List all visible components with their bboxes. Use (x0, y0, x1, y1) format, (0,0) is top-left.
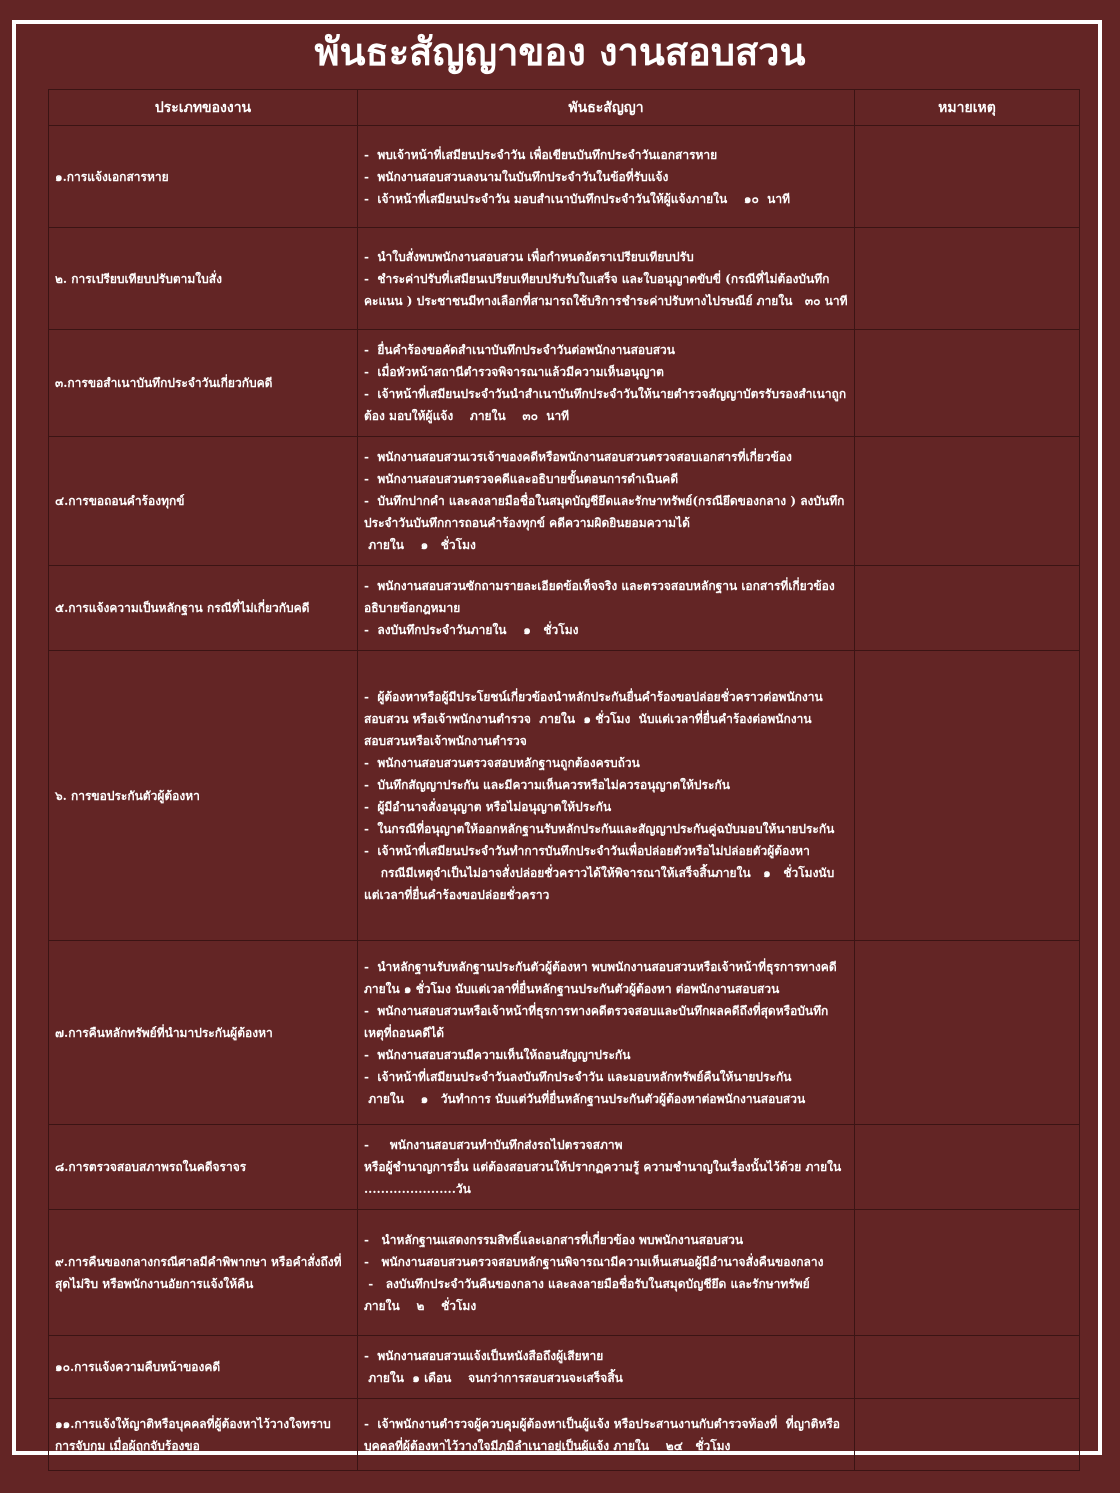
commitment-cell (358, 941, 855, 1125)
remark-cell (855, 1210, 1080, 1336)
service-type-cell: ๙.การคืนของกลางกรณีศาลมีคำพิพากษา หรือคำสั่งถึงที่สุดไม่ริบ หรือพนักงานอัยการแจ้งให้คืน (49, 1210, 358, 1336)
commitment-line: - พนักงานสอบสวนตรวจคดีและอธิบายขั้นตอนการดำเนินคดี (364, 472, 679, 486)
service-type-cell: ๕.การแจ้งความเป็นหลักฐาน กรณีที่ไม่เกี่ยวกับคดี (49, 566, 358, 651)
service-type-cell: ๘.การตรวจสอบสภาพรถในคดีจราจร (49, 1125, 358, 1210)
commitment-cell (358, 1336, 855, 1399)
commitment-line: - เจ้าหน้าที่เสมียนประจำวันลงบันทึกประจำวัน และมอบหลักทรัพย์คืนให้นายประกัน (364, 1069, 792, 1084)
commitment-line: - พบเจ้าหน้าที่เสมียนประจำวัน เพื่อเขียนบันทึกประจำวันเอกสารหาย (364, 147, 718, 162)
commitment-line: - พนักงานสอบสวนแจ้งเป็นหนังสือถึงผู้เสียหาย (364, 1349, 604, 1363)
remark-cell (855, 228, 1080, 330)
commitment-line: - เจ้าหน้าที่เสมียนประจำวันนำสำเนาบันทึกประจำวันให้นายตำรวจสัญญาบัตรรับรองสำเนาถูกต้อง มอบให้ผู้แจ้ง ภายใน ๓๐ นาที (364, 387, 847, 423)
commitment-line: - พนักงานสอบสวนหรือเจ้าหน้าที่ธุรการทางคดีตรวจสอบและบันทึกผลคดีถึงที่สุดหรือบันทึกเหตุที่ถอนคดีได้ (364, 1003, 829, 1040)
remark-cell (855, 941, 1080, 1125)
header-remark: หมายเหตุ (855, 90, 1080, 126)
commitment-line: - นำหลักฐานรับหลักฐานประกันตัวผู้ต้องหา พบพนักงานสอบสวนหรือเจ้าหน้าที่ธุรการทางคดีภายใน ๑ ชั่วโมง นับแต่เวลาที่ยื่นหลักฐานประกันตัวผู้ต้องหา ต่อพนักงานสอบสวน (364, 959, 837, 996)
table-row (49, 1125, 1080, 1210)
table-row (49, 437, 1080, 566)
commitment-cell (358, 1210, 855, 1336)
commitment-cell (358, 651, 855, 941)
remark-cell (855, 330, 1080, 437)
table-row (49, 941, 1080, 1125)
commitment-line: - พนักงานสอบสวนซักถามรายละเอียดข้อเท็จจริง และตรวจสอบหลักฐาน เอกสารที่เกี่ยวข้อง อธิบายข้อกฎหมาย (364, 579, 839, 615)
commitment-line: - พนักงานสอบสวนมีความเห็นให้ถอนสัญญาประกัน (364, 1047, 631, 1062)
table-row (49, 1399, 1080, 1471)
header-service-type: ประเภทของงาน (49, 90, 358, 126)
commitment-line: - ผู้ต้องหาหรือผู้มีประโยชน์เกี่ยวข้องนำหลักประกันยื่นคำร้องขอปล่อยชั่วคราวต่อพนักงานสอบสวน หรือเจ้าพนักงานตำรวจ ภายใน ๑ ชั่วโมง นับแต่เวลาที่ยื่นคำร้องต่อพนักงานสอบสวนหรือเจ้าพนักงานตำรวจ (364, 689, 823, 748)
remark-cell (855, 126, 1080, 228)
remark-cell (855, 566, 1080, 651)
page-title: พันธะสัญญาของ งานสอบสวน (314, 30, 806, 74)
commitment-line: - เจ้าพนักงานตำรวจผู้ควบคุมผู้ต้องหาเป็นผู้แจ้ง หรือประสานงานกับตำรวจท้องที่ ที่ญาติหรือบุคคลที่ผู้ต้องหาไว้วางใจมีภูมิลำเนาอยู่เป็นผู้แจ้ง ภายใน ๒๔ ชั่วโมง (364, 1416, 841, 1453)
commitment-line: - บันทึกปากคำ และลงลายมือชื่อในสมุดบัญชียึดและรักษาทรัพย์(กรณียึดของกลาง ) ลงบันทึกประจำวันบันทึกการถอนคำร้องทุกข์ คดีความผิดยินยอมความได้ (364, 494, 845, 530)
service-charter-table (48, 89, 1080, 1471)
table-row (49, 228, 1080, 330)
commitment-line: กรณีมีเหตุจำเป็นไม่อาจสั่งปล่อยชั่วคราวได้ให้พิจารณาให้เสร็จสิ้นภายใน ๑ ชั่วโมงนับแต่เวลาที่ยื่นคำร้องขอปล่อยชั่วคราว (364, 865, 835, 902)
commitment-cell (358, 566, 855, 651)
remark-cell (855, 1336, 1080, 1399)
commitment-line: - พนักงานสอบสวนเวรเจ้าของคดีหรือพนักงานสอบสวนตรวจสอบเอกสารที่เกี่ยวข้อง (364, 450, 792, 464)
commitment-line: - เจ้าหน้าที่เสมียนประจำวันทำการบันทึกประจำวันเพื่อปล่อยตัวหรือไม่ปล่อยตัวผู้ต้องหา (364, 843, 810, 858)
commitment-line: - ในกรณีที่อนุญาตให้ออกหลักฐานรับหลักประกันและสัญญาประกันคู่ฉบับมอบให้นายประกัน (364, 821, 835, 836)
remark-cell (855, 1399, 1080, 1471)
commitment-line: - พนักงานสอบสวนลงนามในบันทึกประจำวันในข้อที่รับแจ้ง (364, 169, 669, 184)
commitment-line: - นำใบสั่งพบพนักงานสอบสวน เพื่อกำหนดอัตราเปรียบเทียบปรับ (364, 249, 694, 264)
commitment-line: - พนักงานสอบสวนทำบันทึกส่งรถไปตรวจสภาพ (364, 1138, 623, 1152)
commitment-line: - พนักงานสอบสวนตรวจสอบหลักฐานพิจารณามีความเห็นเสนอผู้มีอำนาจสั่งคืนของกลาง (364, 1254, 824, 1269)
table-row (49, 126, 1080, 228)
commitment-line: หรือผู้ชำนาญการอื่น แต่ต้องสอบสวนให้ปรากฏความรู้ ความชำนาญในเรื่องนั้นไว้ด้วย ภายใน ......................วัน (364, 1160, 850, 1196)
commitment-line: - ยื่นคำร้องขอคัดสำเนาบันทึกประจำวันต่อพนักงานสอบสวน (364, 343, 675, 357)
commitment-line: - เจ้าหน้าที่เสมียนประจำวัน มอบสำเนาบันทึกประจำวันให้ผู้แจ้งภายใน ๑๐ นาที (364, 191, 791, 206)
service-type-cell: ๑๑.การแจ้งให้ญาติหรือบุคคลที่ผู้ต้องหาไว้วางใจทราบการจับกุม เมื่อผู้ถูกจับร้องขอ (49, 1399, 358, 1471)
commitment-line: - ลงบันทึกประจำวันภายใน ๑ ชั่วโมง (364, 623, 579, 637)
commitment-line: - นำหลักฐานแสดงกรรมสิทธิ์และเอกสารที่เกี่ยวข้อง พบพนักงานสอบสวน (364, 1232, 744, 1247)
header-commitment: พันธะสัญญา (358, 90, 855, 126)
commitment-line: - ลงบันทึกประจำวันคืนของกลาง และลงลายมือชื่อรับในสมุดบัญชียึด และรักษาทรัพย์ ภายใน ๒ ชั่วโมง (364, 1276, 814, 1313)
commitment-cell (358, 330, 855, 437)
remark-cell (855, 437, 1080, 566)
commitment-cell (358, 1399, 855, 1471)
table-row (49, 1336, 1080, 1399)
commitment-cell (358, 437, 855, 566)
service-type-cell: ๓.การขอสำเนาบันทึกประจำวันเกี่ยวกับคดี (49, 330, 358, 437)
commitment-line: - ผู้มีอำนาจสั่งอนุญาต หรือไม่อนุญาตให้ประกัน (364, 799, 612, 814)
service-type-cell: ๖. การขอประกันตัวผู้ต้องหา (49, 651, 358, 941)
remark-cell (855, 1125, 1080, 1210)
commitment-line: - พนักงานสอบสวนตรวจสอบหลักฐานถูกต้องครบถ้วน (364, 755, 640, 770)
service-type-cell: ๔.การขอถอนคำร้องทุกข์ (49, 437, 358, 566)
commitment-cell (358, 228, 855, 330)
commitment-line: ภายใน ๑ เดือน จนกว่าการสอบสวนจะเสร็จสิ้น (364, 1371, 623, 1385)
commitment-cell (358, 126, 855, 228)
table-row (49, 566, 1080, 651)
table-row (49, 330, 1080, 437)
table-row (49, 651, 1080, 941)
commitment-line: - ชำระค่าปรับที่เสมียนเปรียบเทียบปรับรับใบเสร็จ และใบอนุญาตขับขี่ (กรณีที่ไม่ต้องบันทึกคะแนน ) ประชาชนมีทางเลือกที่สามารถใช้บริการชำระค่าปรับทางไปรษณีย์ ภายใน ๓๐ นาที (364, 271, 848, 308)
commitment-line: ภายใน ๑ วันทำการ นับแต่วันที่ยื่นหลักฐานประกันตัวผู้ต้องหาต่อพนักงานสอบสวน (364, 1091, 806, 1106)
commitment-line: ภายใน ๑ ชั่วโมง (364, 538, 476, 552)
service-type-cell: ๒. การเปรียบเทียบปรับตามใบสั่ง (49, 228, 358, 330)
commitment-line: - เมื่อหัวหน้าสถานีตำรวจพิจารณาแล้วมีความเห็นอนุญาต (364, 365, 664, 379)
service-type-cell: ๑๐.การแจ้งความคืบหน้าของคดี (49, 1336, 358, 1399)
service-type-cell: ๗.การคืนหลักทรัพย์ที่นำมาประกันผู้ต้องหา (49, 941, 358, 1125)
table-row (49, 1210, 1080, 1336)
remark-cell (855, 651, 1080, 941)
service-type-cell: ๑.การแจ้งเอกสารหาย (49, 126, 358, 228)
commitment-cell (358, 1125, 855, 1210)
commitment-line: - บันทึกสัญญาประกัน และมีความเห็นควรหรือไม่ควรอนุญาตให้ประกัน (364, 777, 730, 792)
table-header-row (49, 90, 1080, 126)
